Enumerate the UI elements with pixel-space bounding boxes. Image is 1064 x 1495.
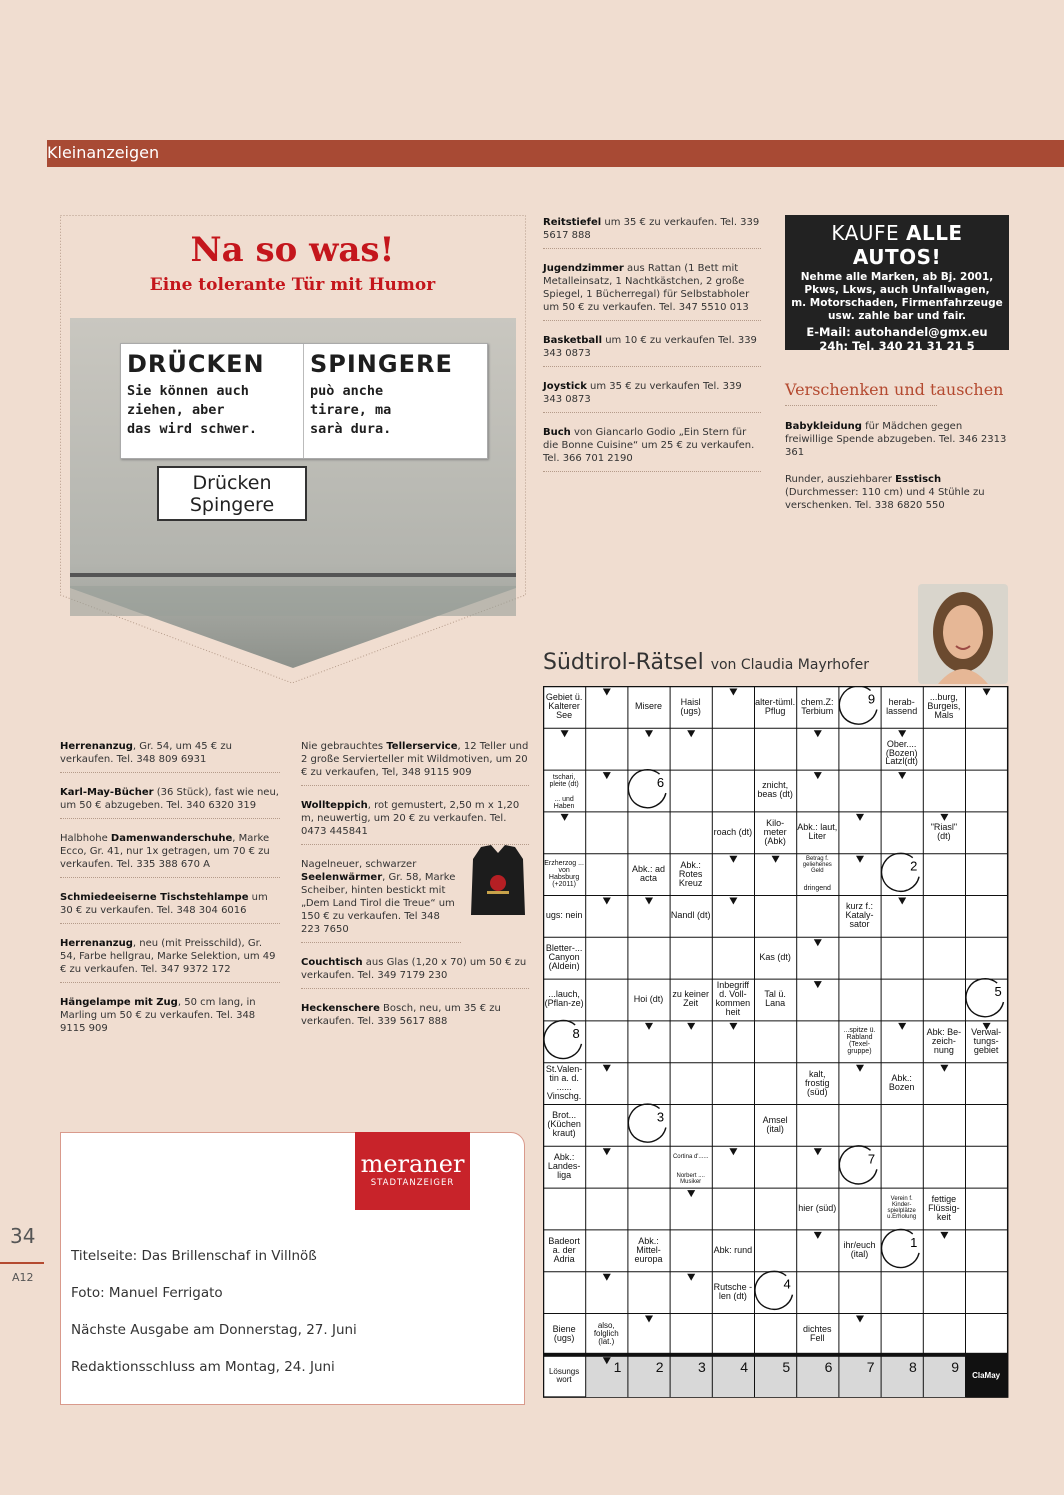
crossword-clue: chem.Z: Terbium bbox=[801, 696, 834, 716]
crossword-clue: ugs: nein bbox=[545, 910, 583, 921]
crossword-clue: St.Valen-tin a. d. ...... Vinschg. bbox=[545, 1064, 583, 1102]
crossword-clue: "Riasl" (dt) bbox=[930, 822, 958, 842]
ad-phone: 24h: Tel. 340 21 31 21 5 bbox=[819, 339, 975, 353]
sign-german-line: ziehen, aber bbox=[127, 402, 225, 418]
classified-ad: Schmiedeeiserne Tischstehlampe um 30 € zu verkaufen. Tel. 348 304 6016 bbox=[60, 891, 280, 924]
ad-head-bold: ALLE AUTOS! bbox=[852, 221, 963, 269]
page-number-rule bbox=[0, 1262, 44, 1264]
classified-ad: Runder, ausziehbarer Esstisch (Durchmesser: 110 cm) und 4 Stühle zu verschenken. Tel. 338 6820 550 bbox=[785, 474, 985, 511]
crossword-clue: fettige Flüssig-keit bbox=[928, 1193, 960, 1222]
crossword-clue: Latzl(dt) bbox=[885, 755, 918, 766]
classified-ad: Joystick um 35 € zu verkaufen Tel. 339 343 0873 bbox=[543, 380, 761, 413]
giveaway-title: Verschenken und tauschen bbox=[785, 380, 937, 406]
crossword-clue: Kilo-meter (Abk) bbox=[763, 817, 787, 846]
sign-italian-head: SPINGERE bbox=[310, 350, 453, 378]
ad-head-pre: KAUFE bbox=[831, 221, 900, 245]
crossword-clue: tschari, pleite (dt) bbox=[549, 774, 579, 789]
solution-circle-number: 4 bbox=[783, 1276, 791, 1292]
sign-german-head: DRÜCKEN bbox=[127, 350, 265, 378]
imprint-line: Redaktionsschluss am Montag, 24. Juni bbox=[71, 1359, 335, 1375]
classified-ad: Herrenanzug, Gr. 54, um 45 € zu verkaufen. Tel. 348 809 6931 bbox=[60, 740, 280, 773]
crossword-clue: alter-tüml. Pflug bbox=[755, 696, 796, 716]
crossword-clue: Inbegriff d. Voll-kommen heit bbox=[715, 980, 751, 1018]
crossword-clue: Verwal-tungs-gebiet bbox=[971, 1026, 1002, 1055]
vest-photo bbox=[467, 843, 529, 921]
classified-ad: Heckenschere Bosch, neu, um 35 € zu verkaufen. Tel. 339 5617 888 bbox=[301, 1003, 501, 1027]
ad-email[interactable]: E-Mail: autohandel@gmx.eu bbox=[806, 325, 988, 339]
ads-column-right bbox=[543, 216, 761, 485]
solution-circle-number: 3 bbox=[656, 1109, 665, 1125]
classified-ad: Basketball um 10 € zu verkaufen Tel. 339 343 0873 bbox=[543, 334, 761, 367]
ad-line: Nehme alle Marken, ab Bj. 2001, bbox=[800, 271, 994, 283]
crossword-clue: Haisl (ugs) bbox=[680, 696, 701, 716]
crossword-clue: ...lauch, (Pflan-ze) bbox=[544, 989, 584, 1009]
crossword-clue: dichtes Fell bbox=[803, 1323, 832, 1343]
giveaway-section bbox=[785, 380, 1010, 526]
sign-italian bbox=[304, 344, 487, 458]
imprint-line: Titelseite: Das Brillenschaf in Villnöß bbox=[71, 1248, 317, 1264]
section-title: Kleinanzeigen bbox=[47, 143, 160, 162]
crossword-clue: kurz f.: Kataly-sator bbox=[845, 901, 874, 930]
logo-main: meraner bbox=[360, 1150, 465, 1178]
crossword-clue: also, folglich (lat.) bbox=[593, 1320, 619, 1346]
crossword-clue: Biene (ugs) bbox=[552, 1323, 576, 1343]
sign-german bbox=[121, 344, 304, 458]
ads-column-a bbox=[60, 740, 280, 1048]
classified-ad: Hängelampe mit Zug, 50 cm lang, in Marling um 50 € zu verkaufen. Tel. 348 9115 909 bbox=[60, 997, 256, 1034]
door-sign bbox=[120, 343, 488, 459]
crossword-clue: ihr/euch (ital) bbox=[843, 1240, 876, 1260]
crossword-clue: ... und Haben bbox=[553, 795, 575, 810]
crossword-clue: Verein f. Kinder-spielplätze u.Erholung bbox=[887, 1196, 917, 1221]
solution-number: 3 bbox=[697, 1358, 706, 1375]
crossword-clue: Abk.: Landes-liga bbox=[547, 1152, 581, 1181]
ad-line: m. Motorschaden, Firmenfahrzeuge bbox=[791, 297, 1003, 309]
solution-number: 4 bbox=[740, 1358, 748, 1375]
crossword-clue: Abk.: Rotes Kreuz bbox=[678, 859, 703, 888]
crossword-clue: Tal ü. Lana bbox=[764, 989, 786, 1009]
section-header bbox=[47, 140, 1064, 167]
crossword-clue: Abk.: laut, Liter bbox=[797, 822, 838, 842]
crossword-clue: Abk: rund bbox=[713, 1244, 753, 1255]
crossword-clue: Misere bbox=[634, 701, 662, 712]
crossword-clue: Lösungs wort bbox=[548, 1366, 580, 1384]
crossword-clue: Cortina d'...... bbox=[672, 1154, 709, 1161]
sign-german-line: das wird schwer. bbox=[127, 421, 258, 437]
crossword-clue: dringend bbox=[803, 885, 831, 893]
crossword-clue: kalt, frostig (süd) bbox=[805, 1068, 830, 1097]
crossword-clue: herab-lassend bbox=[886, 696, 918, 716]
solution-number: 8 bbox=[908, 1358, 917, 1375]
classified-ad: Karl-May-Bücher (36 Stück), fast wie neu, um 50 € abzugeben. Tel. 340 6320 319 bbox=[60, 786, 280, 819]
imprint-line: Nächste Ausgabe am Donnerstag, 27. Juni bbox=[71, 1322, 357, 1338]
crossword-clue: Norbert .... Musiker bbox=[676, 1173, 705, 1186]
logo-sub: STADTANZEIGER bbox=[370, 1178, 455, 1188]
ad-line: usw. zahle bar und fair. bbox=[828, 310, 966, 322]
solution-number: 9 bbox=[951, 1358, 959, 1375]
car-buyer-ad bbox=[785, 215, 1009, 353]
crossword-clue: Badeort a. der Adria bbox=[548, 1235, 580, 1264]
crossword-clue: Amsel (ital) bbox=[762, 1114, 788, 1134]
solution-number: 6 bbox=[824, 1358, 833, 1375]
solution-number: 5 bbox=[782, 1358, 791, 1375]
sign-italian-line: sarà dura. bbox=[310, 421, 392, 437]
crossword-clue: Abk.: ad acta bbox=[631, 864, 665, 884]
crossword-clue: Abk.: Mittel-europa bbox=[634, 1235, 663, 1264]
crossword-clue: Rutsche -len (dt) bbox=[713, 1282, 753, 1302]
crossword-clue: Kas (dt) bbox=[759, 952, 791, 963]
solution-number: 1 bbox=[613, 1358, 622, 1375]
crossword-clue: ...spitze ü. Rabland (Texel-gruppe) bbox=[843, 1027, 876, 1056]
solution-circle-number: 2 bbox=[910, 858, 918, 874]
crossword-clue: Betrag f. geliehenes Geld bbox=[802, 855, 832, 874]
page-number: 34 bbox=[10, 1224, 36, 1248]
small-sign-line: Spingere bbox=[189, 494, 275, 516]
solution-circle-number: 5 bbox=[994, 984, 1002, 1000]
puzzle-byline: von Claudia Mayrhofer bbox=[710, 657, 869, 673]
classified-ad: Nie gebrauchtes Tellerservice, 12 Teller und 2 große Servierteller mit Wildmotiven, um 20 € zu verkaufen, Tel, 348 9115 909 bbox=[301, 740, 529, 786]
author-portrait bbox=[918, 584, 1008, 684]
solution-circle-number: 1 bbox=[910, 1234, 918, 1250]
classified-ad: Couchtisch aus Glas (1,20 x 70) um 50 € zu verkaufen. Tel. 349 7179 230 bbox=[301, 956, 529, 989]
crossword-clue: znicht, beas (dt) bbox=[757, 780, 793, 800]
solution-circle-number: 9 bbox=[867, 691, 876, 707]
crossword-clue: Erzherzog ... von Habsburg (+2011) bbox=[544, 860, 584, 889]
page-code: A12 bbox=[12, 1271, 34, 1284]
feature-subtitle: Eine tolerante Tür mit Humor bbox=[149, 275, 436, 295]
crossword-clue: ...burg, Burgeis, Mals bbox=[927, 692, 961, 721]
small-sign-line: Drücken bbox=[192, 472, 272, 494]
crossword-clue: Hoi (dt) bbox=[633, 993, 664, 1004]
classified-ad: Reitstiefel um 35 € zu verkaufen. Tel. 339 5617 888 bbox=[543, 216, 761, 249]
crossword-clue: ClaMay bbox=[972, 1370, 1001, 1380]
crossword-clue: hier (süd) bbox=[798, 1202, 837, 1213]
sign-italian-line: tirare, ma bbox=[310, 402, 392, 418]
crossword-clue: Ober.... (Bozen) bbox=[885, 738, 918, 758]
crossword-clue: Abk: Be-zeich-nung bbox=[926, 1026, 962, 1055]
classified-ad: Babykleidung für Mädchen gegen freiwillige Spende abzugeben. Tel. 346 2313 361 bbox=[785, 421, 1007, 458]
puzzle-title bbox=[543, 650, 869, 675]
small-sign bbox=[157, 466, 307, 521]
publisher-logo bbox=[355, 1132, 470, 1210]
crossword-clue: Brot... (Küchen kraut) bbox=[547, 1110, 581, 1139]
solution-circle-number: 6 bbox=[656, 775, 665, 791]
solution-circle-number: 7 bbox=[867, 1151, 876, 1167]
puzzle-name: Südtirol-Rätsel bbox=[543, 650, 704, 675]
classified-ad: Buch von Giancarlo Godio „Ein Stern für die Bonne Cuisine“ um 25 € zu verkaufen. Tel. 366 701 2190 bbox=[543, 426, 761, 472]
imprint-line: Foto: Manuel Ferrigato bbox=[71, 1285, 223, 1301]
crossword-clue: roach (dt) bbox=[713, 826, 753, 837]
crossword-clue: Abk.: Bozen bbox=[888, 1073, 915, 1093]
classified-ad: Herrenanzug, neu (mit Preisschild), Gr. 54, Farbe hellgrau, Marke Selektion, um 49 € zu verkaufen. Tel. 347 9372 172 bbox=[60, 937, 280, 983]
sign-german-line: Sie können auch bbox=[127, 383, 249, 399]
crossword-clue: zu keiner Zeit bbox=[672, 989, 709, 1009]
crossword-clue: Nandl (dt) bbox=[670, 910, 711, 921]
crossword-clue: Gebiet ü. Kalterer See bbox=[545, 692, 583, 721]
crossword-clue: Bletter-... Canyon (Aldein) bbox=[545, 943, 583, 972]
solution-number: 2 bbox=[655, 1358, 664, 1375]
classified-ad: Jugendzimmer aus Rattan (1 Bett mit Metalleinsatz, 1 Nachtkästchen, 2 große Spiegel, 1 Bücherregal) für Selbstabholer um 50 € zu verkaufen. Tel. 347 5510 013 bbox=[543, 262, 761, 321]
solution-circle-number: 8 bbox=[572, 1025, 580, 1041]
feature-title: Na so was! bbox=[190, 230, 395, 270]
classified-ad: Halbhohe Damenwanderschuhe, Marke Ecco, Gr. 41, nur 1x getragen, um 70 € zu verkaufen. Tel. 335 388 670 A bbox=[60, 832, 280, 878]
classified-ad: Wollteppich, rot gemustert, 2,50 m x 1,20 m, neuwertig, um 20 € zu verkaufen. Tel. 0473 445841 bbox=[301, 799, 529, 845]
ad-line: Pkws, Lkws, auch Unfallwagen, bbox=[804, 284, 990, 296]
sign-italian-line: può anche bbox=[310, 383, 384, 399]
solution-number: 7 bbox=[866, 1358, 875, 1375]
classified-ad: Nagelneuer, schwarzer Seelenwärmer, Gr. 58, Marke Scheiber, hinten bestickt mit „Dem Land Tirol die Treue“ um 150 € zu verkaufen. Tel 348 223 7650 bbox=[301, 858, 529, 943]
